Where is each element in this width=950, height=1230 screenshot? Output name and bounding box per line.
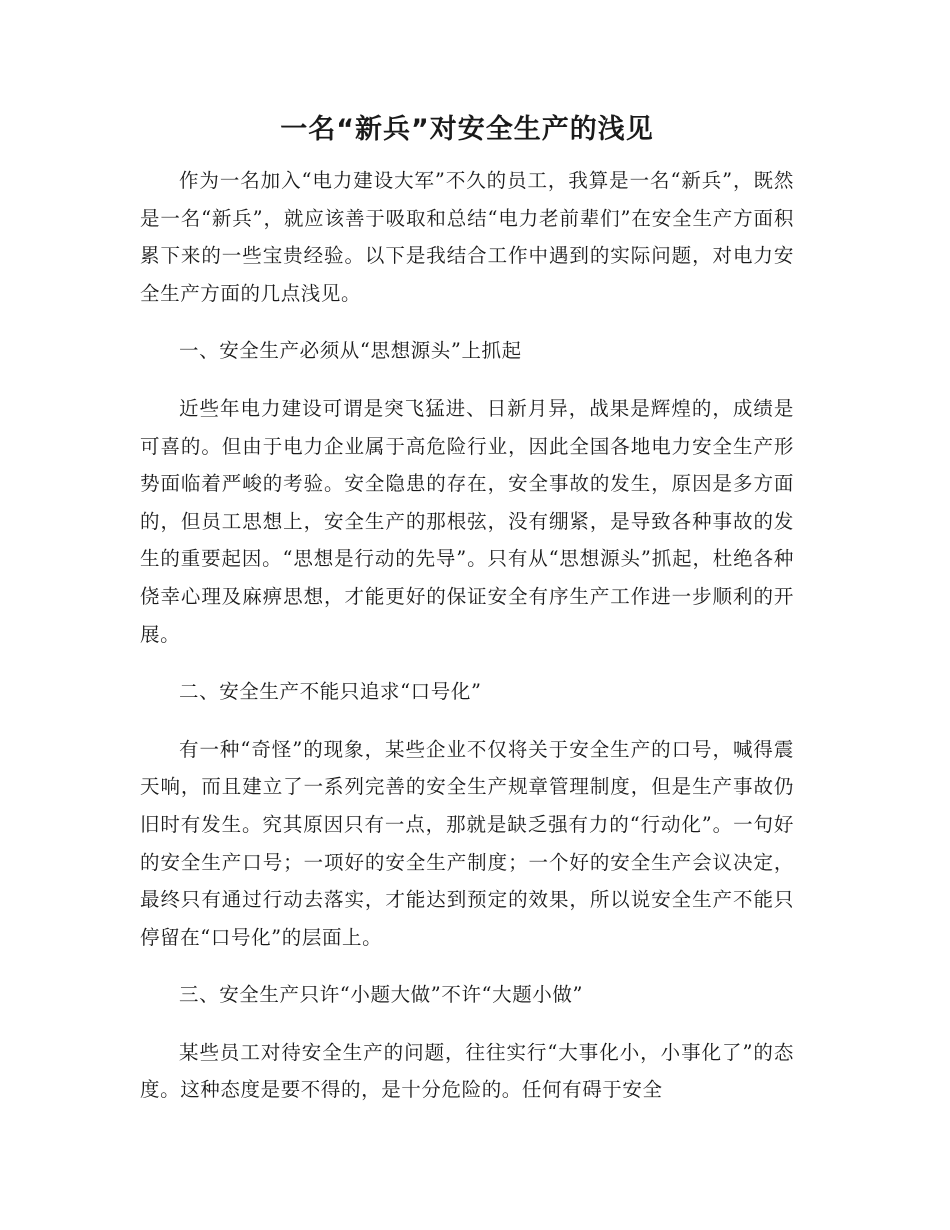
document-page <box>140 110 794 1129</box>
section-1-body: 近些年电力建设可谓是突飞猛进、日新月异，战果是辉煌的，成绩是可喜的。但由于电力企业属于高危险行业，因此全国各地电力安全生产形势面临着严峻的考验。安全隐患的存在，安全事故的发生，原因是多方面的，但员工思想上，安全生产的那根弦，没有绷紧，是导致各种事故的发生的重要起因。“思想是行动的先导”。只有从“思想源头”抓起，杜绝各种侥幸心理及麻痹思想，才能更好的保证安全有序生产工作进一步顺利的开展。 <box>140 396 794 646</box>
section-2-body: 有一种“奇怪”的现象，某些企业不仅将关于安全生产的口号，喊得震天响，而且建立了一系列完善的安全生产规章管理制度，但是生产事故仍旧时有发生。究其原因只有一点，那就是缺乏强有力的“行动化”。一句好的安全生产口号；一项好的安全生产制度；一个好的安全生产会议决定，最终只有通过行动去落实，才能达到预定的效果，所以说安全生产不能只停留在“口号化”的层面上。 <box>140 737 794 949</box>
section-1-heading: 一、安全生产必须从“思想源头”上抓起 <box>179 339 522 363</box>
document-title: 一名“新兵”对安全生产的浅见 <box>280 114 654 145</box>
section-2-heading: 二、安全生产不能只追求“口号化” <box>179 680 482 704</box>
section-3-heading: 三、安全生产只许“小题大做”不许“大题小做” <box>179 983 584 1007</box>
intro-paragraph: 作为一名加入“电力建设大军”不久的员工，我算是一名“新兵”，既然是一名“新兵”，就应该善于吸取和总结“电力老前辈们”在安全生产方面积累下来的一些宝贵经验。以下是我结合工作中遇到的实际问题，对电力安全生产方面的几点浅见。 <box>140 169 794 305</box>
section-3-body: 某些员工对待安全生产的问题，往往实行“大事化小，小事化了”的态度。这种态度是要不得的，是十分危险的。任何有碍于安全 <box>140 1040 794 1102</box>
